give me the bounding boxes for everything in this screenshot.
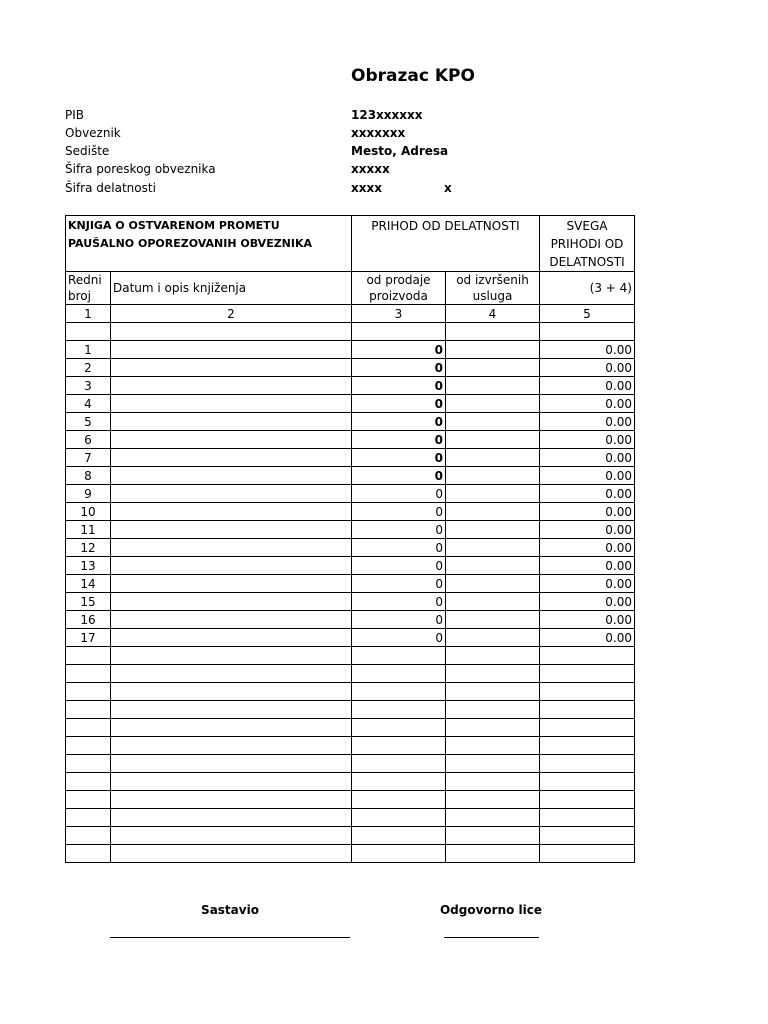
row-number: 9 [66,485,111,503]
sifra-obveznika-label: Šifra poreskog obveznika [65,162,216,176]
table-cell [540,701,635,719]
obveznik-value: xxxxxxx [351,126,406,140]
row-number: 3 [66,377,111,395]
row-total-value: 0.00 [540,467,635,485]
table-cell [352,755,446,773]
table-cell [540,323,635,341]
row-total-value: 0.00 [540,521,635,539]
table-cell [540,809,635,827]
row-prodaje-value: 0 [352,521,446,539]
table-row [66,395,635,413]
row-usluga-value [446,467,540,485]
table-row [66,449,635,467]
row-prodaje-value: 0 [352,395,446,413]
table-cell [352,647,446,665]
table-cell [352,845,446,863]
col-number: 2 [111,305,352,323]
table-row [66,341,635,359]
table-cell [111,755,352,773]
table-cell [446,719,540,737]
table-row-empty [66,845,635,863]
table-cell [111,701,352,719]
row-description [111,377,352,395]
row-description [111,467,352,485]
pib-value: 123xxxxxx [351,108,423,122]
row-description [111,359,352,377]
table-cell [111,647,352,665]
table-row-empty [66,719,635,737]
row-number: 5 [66,413,111,431]
table-cell [446,827,540,845]
table-cell [111,827,352,845]
table-cell [352,665,446,683]
table-cell [66,737,111,755]
row-total-value: 0.00 [540,377,635,395]
table-row [66,359,635,377]
row-number: 2 [66,359,111,377]
table-cell [540,647,635,665]
table-row-empty [66,665,635,683]
row-prodaje-value: 0 [352,593,446,611]
row-prodaje-value: 0 [352,449,446,467]
table-cell [446,323,540,341]
row-description [111,449,352,467]
table-row [66,377,635,395]
row-number: 17 [66,629,111,647]
row-usluga-value [446,359,540,377]
table-cell [66,701,111,719]
table-row-empty [66,737,635,755]
row-usluga-value [446,611,540,629]
row-total-value: 0.00 [540,359,635,377]
table-row-empty [66,827,635,845]
sifra-delatnosti-label: Šifra delatnosti [65,181,156,195]
table-cell [446,701,540,719]
col-number: 4 [446,305,540,323]
column-number-row [66,305,635,323]
row-total-value: 0.00 [540,395,635,413]
row-total-value: 0.00 [540,539,635,557]
row-prodaje-value: 0 [352,467,446,485]
table-cell [540,755,635,773]
sediste-value: Mesto, Adresa [351,144,449,158]
row-number: 15 [66,593,111,611]
row-description [111,503,352,521]
table-cell [352,683,446,701]
row-description [111,611,352,629]
table-cell [66,665,111,683]
table-row [66,521,635,539]
table-row-empty [66,647,635,665]
table-row [66,629,635,647]
row-total-value: 0.00 [540,449,635,467]
row-total-value: 0.00 [540,503,635,521]
row-description [111,539,352,557]
table-cell [352,791,446,809]
pib-label: PIB [65,108,85,122]
table-row [66,485,635,503]
table-cell [352,737,446,755]
row-number: 16 [66,611,111,629]
table-cell [352,773,446,791]
table-cell [66,647,111,665]
table-cell [446,737,540,755]
table-cell [446,809,540,827]
row-total-value: 0.00 [540,557,635,575]
table-cell [352,827,446,845]
row-number: 6 [66,431,111,449]
table-row-empty [66,791,635,809]
table-cell [111,773,352,791]
row-description [111,521,352,539]
row-total-value: 0.00 [540,485,635,503]
row-number: 12 [66,539,111,557]
row-description [111,629,352,647]
row-prodaje-value: 0 [352,575,446,593]
row-description [111,431,352,449]
table-cell [66,719,111,737]
table-cell [66,845,111,863]
sifra-delatnosti-value: xxxx [351,181,382,195]
table-cell [446,845,540,863]
row-number: 13 [66,557,111,575]
row-total-value: 0.00 [540,413,635,431]
table-row [66,413,635,431]
table-cell [111,323,352,341]
row-usluga-value [446,413,540,431]
table-cell [446,791,540,809]
row-usluga-value [446,521,540,539]
row-number: 7 [66,449,111,467]
col-number: 1 [66,305,111,323]
row-number: 8 [66,467,111,485]
row-total-value: 0.00 [540,341,635,359]
row-usluga-value [446,593,540,611]
table-row-empty [66,701,635,719]
row-total-value: 0.00 [540,629,635,647]
col-redni-broj: Redni broj [66,272,111,305]
obveznik-label: Obveznik [65,126,121,140]
row-prodaje-value: 0 [352,539,446,557]
row-prodaje-value: 0 [352,611,446,629]
table-cell [446,755,540,773]
row-prodaje-value: 0 [352,359,446,377]
table-cell [540,773,635,791]
table-cell [446,647,540,665]
row-usluga-value [446,629,540,647]
table-cell [111,683,352,701]
row-prodaje-value: 0 [352,503,446,521]
col-number: 5 [540,305,635,323]
table-row [66,503,635,521]
row-description [111,413,352,431]
row-usluga-value [446,449,540,467]
table-cell [540,845,635,863]
col-datum-opis: Datum i opis knjiženja [111,272,352,305]
table-cell [111,719,352,737]
row-total-value: 0.00 [540,431,635,449]
table-cell [446,683,540,701]
page-title: Obrazac KPO [351,66,475,86]
table-cell [66,323,111,341]
table-cell [66,791,111,809]
row-usluga-value [446,377,540,395]
col-od-usluga: od izvršenih usluga [446,272,540,305]
book-title: KNJIGA O OSTVARENOM PROMETU PAUŠALNO OPOREZOVANIH OBVEZNIKA [66,216,352,272]
table-row [66,431,635,449]
row-description [111,593,352,611]
row-usluga-value [446,557,540,575]
table-cell [540,683,635,701]
table-subheader-row [66,272,635,305]
row-total-value: 0.00 [540,593,635,611]
table-cell [66,827,111,845]
table-cell [111,665,352,683]
table-header-row [66,216,635,272]
row-number: 11 [66,521,111,539]
col-zbir: (3 + 4) [540,272,635,305]
table-cell [111,791,352,809]
table-cell [352,701,446,719]
row-prodaje-value: 0 [352,413,446,431]
row-usluga-value [446,341,540,359]
sastavio-label: Sastavio [201,903,259,917]
table-row-empty [66,755,635,773]
row-description [111,485,352,503]
table-row-empty [66,323,635,341]
row-usluga-value [446,575,540,593]
table-row [66,539,635,557]
odgovorno-lice-label: Odgovorno lice [439,903,543,917]
row-number: 1 [66,341,111,359]
table-cell [111,737,352,755]
row-description [111,575,352,593]
table-cell [66,809,111,827]
table-cell [446,665,540,683]
table-row [66,557,635,575]
table-cell [66,755,111,773]
table-cell [540,737,635,755]
table-cell [352,719,446,737]
kpo-table [65,215,635,863]
table-cell [540,665,635,683]
row-number: 4 [66,395,111,413]
table-cell [446,773,540,791]
row-usluga-value [446,539,540,557]
row-description [111,395,352,413]
row-total-value: 0.00 [540,575,635,593]
table-cell [352,323,446,341]
table-cell [111,845,352,863]
row-prodaje-value: 0 [352,377,446,395]
table-cell [111,809,352,827]
sastavio-signature-line [110,937,350,938]
row-number: 14 [66,575,111,593]
svega-header: SVEGA PRIHODI OD DELATNOSTI [540,216,635,272]
row-total-value: 0.00 [540,611,635,629]
row-usluga-value [446,485,540,503]
row-number: 10 [66,503,111,521]
row-description [111,341,352,359]
table-cell [352,809,446,827]
col-od-prodaje: od prodaje proizvoda [352,272,446,305]
table-row [66,467,635,485]
row-prodaje-value: 0 [352,629,446,647]
row-prodaje-value: 0 [352,557,446,575]
sifra-delatnosti-extra: x [444,181,452,195]
odgovorno-lice-signature-line [444,937,539,938]
table-row-empty [66,809,635,827]
table-cell [540,827,635,845]
row-prodaje-value: 0 [352,431,446,449]
sifra-obveznika-value: xxxxx [351,162,390,176]
row-prodaje-value: 0 [352,341,446,359]
row-usluga-value [446,395,540,413]
table-row [66,611,635,629]
table-row [66,575,635,593]
table-cell [66,683,111,701]
table-row-empty [66,773,635,791]
row-prodaje-value: 0 [352,485,446,503]
table-cell [540,791,635,809]
table-row-empty [66,683,635,701]
sediste-label: Sedište [65,144,110,158]
row-usluga-value [446,431,540,449]
table-cell [540,719,635,737]
table-cell [66,773,111,791]
prihod-header: PRIHOD OD DELATNOSTI [352,216,540,272]
table-row [66,593,635,611]
row-usluga-value [446,503,540,521]
col-number: 3 [352,305,446,323]
row-description [111,557,352,575]
